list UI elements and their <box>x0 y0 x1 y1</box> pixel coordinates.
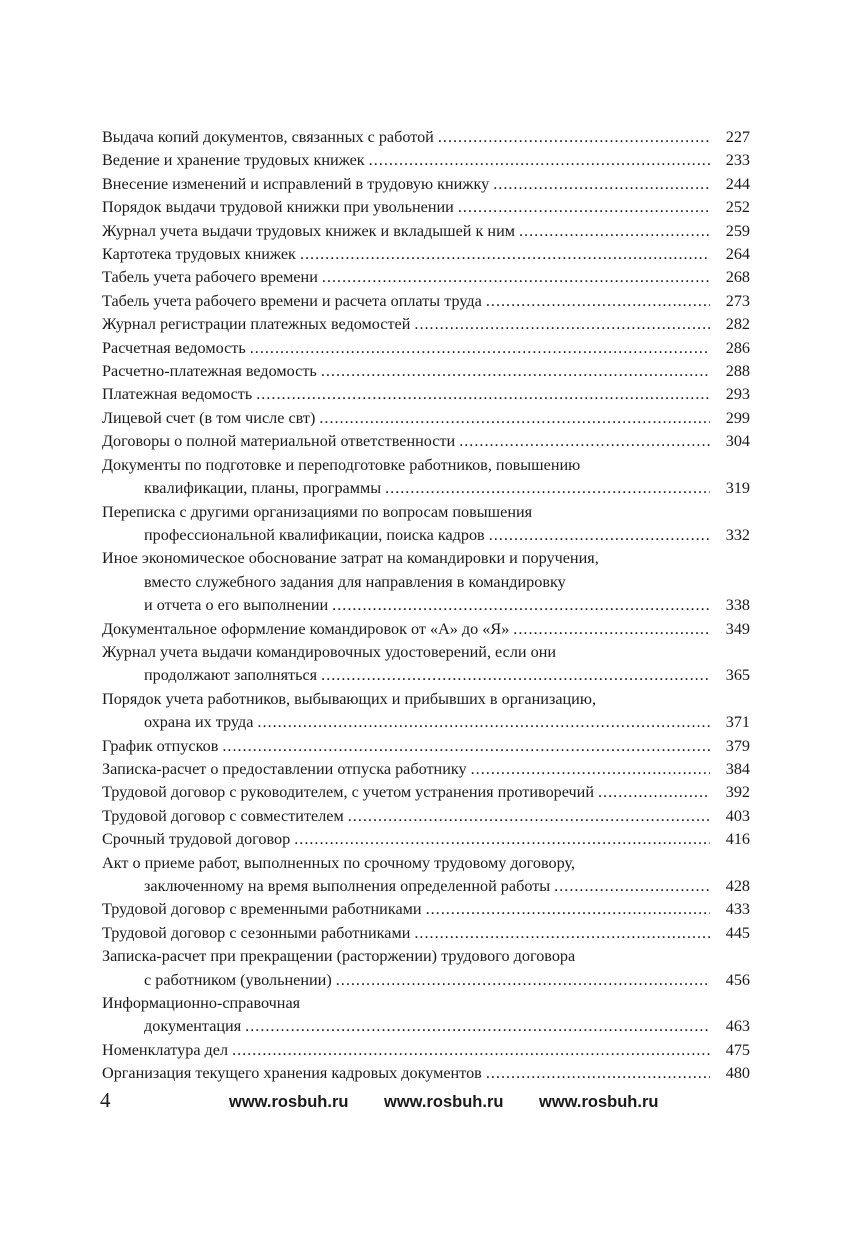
toc-entry-title-line: документация <box>144 1017 242 1036</box>
toc-entry[interactable] <box>102 618 750 641</box>
toc-entry-last-line <box>102 360 714 383</box>
footer-url-3[interactable]: www.rosbuh.ru <box>539 1093 659 1111</box>
toc-entry-title-line: Внесение изменений и исправлений в трудовую книжку <box>102 174 490 193</box>
toc-page-number: 433 <box>725 900 750 919</box>
toc-entry-title-line: График отпусков <box>102 736 219 755</box>
toc-entry-last-line <box>102 266 714 289</box>
dot-leader <box>256 383 710 406</box>
toc-entry-last-line <box>102 220 714 243</box>
toc-entry[interactable] <box>102 337 750 360</box>
toc-entry-title-line: Документы по подготовке и переподготовке работников, повышению <box>102 455 581 474</box>
toc-entry-title <box>102 992 714 1039</box>
toc-entry-title <box>102 1039 714 1062</box>
toc-entry[interactable] <box>102 547 750 617</box>
toc-entry[interactable] <box>102 641 750 688</box>
toc-entry-title <box>102 407 714 430</box>
toc-entry-title-line: вместо служебного задания для направления в командировку <box>144 572 566 591</box>
dot-leader <box>414 313 710 336</box>
dot-leader <box>486 1062 710 1085</box>
toc-page-number: 379 <box>725 736 750 755</box>
dot-leader <box>294 828 710 851</box>
toc-entry-title-line: Номенклатура дел <box>102 1040 229 1059</box>
toc-page-number: 480 <box>725 1064 750 1083</box>
toc-entry-last-line <box>102 337 714 360</box>
toc-entry[interactable] <box>102 454 750 501</box>
toc-entry[interactable] <box>102 173 750 196</box>
dot-leader <box>222 735 710 758</box>
dot-leader <box>348 805 710 828</box>
toc-entry-title-line: Акт о приеме работ, выполненных по срочному трудовому договору, <box>102 853 576 872</box>
page-footer <box>100 1090 720 1120</box>
dot-leader <box>489 524 710 547</box>
toc-entry-last-line <box>102 1062 714 1085</box>
toc-entry-title-line: Иное экономическое обоснование затрат на командировки и поручения, <box>102 549 599 568</box>
toc-entry-title-line: профессиональной квалификации, поиска кадров <box>144 525 485 544</box>
toc-page-number: 456 <box>725 970 750 989</box>
dot-leader <box>322 266 710 289</box>
toc-entry-title-line: заключенному на время выполнения определенной работы <box>144 877 551 895</box>
dot-leader <box>250 337 710 360</box>
toc-page-number: 304 <box>725 432 750 451</box>
toc-entry[interactable] <box>102 781 750 804</box>
footer-url-2[interactable]: www.rosbuh.ru <box>384 1093 504 1111</box>
toc-entry-title-line: Записка-расчет при прекращении (расторжении) трудового договора <box>102 947 576 966</box>
toc-entry-title <box>102 383 714 406</box>
toc-entry-last-line <box>102 828 714 851</box>
toc-entry-title-line: Выдача копий документов, связанных с работой <box>102 128 434 146</box>
toc-entry-last-line <box>102 1039 714 1062</box>
dot-leader <box>486 290 710 313</box>
toc-entry-last-line <box>102 149 714 172</box>
toc-entry-title-line: Организация текущего хранения кадровых документов <box>102 1064 482 1083</box>
toc-entry-last-line <box>102 243 714 266</box>
dot-leader <box>493 173 710 196</box>
toc-entry-last-line <box>102 875 714 898</box>
toc-entry[interactable] <box>102 922 750 945</box>
toc-page-number: 338 <box>725 596 750 615</box>
dot-leader <box>598 781 710 804</box>
toc-entry[interactable] <box>102 1039 750 1062</box>
toc-entry[interactable] <box>102 290 750 313</box>
toc-entry[interactable] <box>102 407 750 430</box>
toc-entry-title <box>102 360 714 383</box>
dot-leader <box>300 243 710 266</box>
toc-page-number: 286 <box>725 338 750 357</box>
toc-entry-title-line: Журнал учета выдачи трудовых книжек и вкладышей к ним <box>102 221 515 240</box>
toc-page-number: 282 <box>725 315 750 334</box>
dot-leader <box>385 477 710 500</box>
toc-entry-last-line <box>102 664 714 687</box>
dot-leader <box>426 898 710 921</box>
dot-leader <box>554 875 710 898</box>
dot-leader <box>471 758 710 781</box>
toc-entry-title-line: Платежная ведомость <box>102 385 253 404</box>
toc-page-number: 288 <box>725 362 750 381</box>
toc-entry[interactable] <box>102 828 750 851</box>
toc-entry-title-line: Переписка с другими организациями по вопросам повышения <box>102 502 533 521</box>
dot-leader <box>321 360 710 383</box>
toc-entry-title <box>102 337 714 360</box>
toc-page-number: 392 <box>725 783 750 802</box>
toc-page-number: 273 <box>725 291 750 310</box>
toc-entry[interactable] <box>102 1062 750 1085</box>
toc-entry-title-line: Журнал регистрации платежных ведомостей <box>102 315 411 334</box>
toc-entry-title-line: Лицевой счет (в том числе свт) <box>102 408 316 427</box>
toc-entry-title <box>102 290 714 313</box>
dot-leader <box>438 126 710 149</box>
toc-entry-title <box>102 1062 714 1085</box>
toc-entry-last-line <box>102 898 714 921</box>
footer-url-1[interactable]: www.rosbuh.ru <box>229 1093 349 1111</box>
toc-page-number: 475 <box>725 1040 750 1059</box>
toc-entry[interactable] <box>102 313 750 336</box>
toc-entry[interactable] <box>102 805 750 828</box>
toc-entry-last-line <box>102 969 714 992</box>
toc-entry-title-line: Картотека трудовых книжек <box>102 245 296 264</box>
toc-entry-title-line: Табель учета рабочего времени <box>102 268 318 287</box>
toc-entry[interactable] <box>102 149 750 172</box>
toc-entry-last-line <box>102 196 714 219</box>
toc-entry-title-line: Ведение и хранение трудовых книжек <box>102 151 365 170</box>
toc-entry-last-line <box>102 173 714 196</box>
toc-entry[interactable] <box>102 360 750 383</box>
toc-page-number: 463 <box>725 1017 750 1036</box>
dot-leader <box>232 1039 710 1062</box>
toc-entry-title-line: продолжают заполняться <box>144 666 318 685</box>
toc-entry[interactable] <box>102 945 750 992</box>
toc-entry-title <box>102 266 714 289</box>
dot-leader <box>332 594 710 617</box>
toc-page-number: 227 <box>725 128 750 146</box>
toc-entry[interactable] <box>102 383 750 406</box>
toc-entry-title <box>102 898 714 921</box>
dot-leader <box>458 196 710 219</box>
toc-entry-last-line <box>102 735 714 758</box>
toc-page-number: 259 <box>725 221 750 240</box>
toc-entry-title-line: Трудовой договор с совместителем <box>102 806 344 825</box>
toc-entry[interactable] <box>102 243 750 266</box>
toc-entry-title <box>102 547 714 617</box>
toc-entry[interactable] <box>102 898 750 921</box>
toc-entry-title <box>102 454 714 501</box>
toc-entry-title <box>102 196 714 219</box>
toc-entry[interactable] <box>102 196 750 219</box>
toc-entry-last-line <box>102 383 714 406</box>
toc-entry-title-line: и отчета о его выполнении <box>144 596 329 615</box>
toc-page-number: 384 <box>725 759 750 778</box>
toc-entry-title <box>102 313 714 336</box>
table-of-contents <box>102 126 750 1086</box>
toc-page-number: 244 <box>725 174 750 193</box>
toc-entry-title <box>102 173 714 196</box>
toc-entry-last-line <box>102 430 714 453</box>
toc-page-number: 332 <box>725 525 750 544</box>
toc-entry-title <box>102 781 714 804</box>
toc-entry-title <box>102 735 714 758</box>
toc-page-number: 371 <box>725 713 750 732</box>
toc-page-number: 252 <box>725 198 750 217</box>
toc-entry-title <box>102 220 714 243</box>
toc-entry-last-line <box>102 477 714 500</box>
toc-entry-title-line: Порядок выдачи трудовой книжки при увольнении <box>102 198 454 217</box>
toc-entry-title <box>102 501 714 548</box>
toc-entry[interactable] <box>102 501 750 548</box>
toc-entry-last-line <box>102 758 714 781</box>
toc-entry-title-line: Договоры о полной материальной ответственности <box>102 432 456 451</box>
toc-entry-title-line: Информационно-справочная <box>102 994 301 1013</box>
dot-leader <box>369 149 710 172</box>
toc-entry[interactable] <box>102 266 750 289</box>
toc-entry-title-line: Срочный трудовой договор <box>102 830 291 849</box>
toc-page-number: 268 <box>725 268 750 287</box>
toc-entry-title-line: Документальное оформление командировок от «А» до «Я» <box>102 619 510 638</box>
dot-leader <box>414 922 710 945</box>
toc-entry-title <box>102 430 714 453</box>
toc-entry-last-line <box>102 126 714 149</box>
toc-entry-title <box>102 805 714 828</box>
dot-leader <box>257 711 710 734</box>
toc-entry-last-line <box>102 313 714 336</box>
toc-page-number: 416 <box>725 830 750 849</box>
toc-page-number: 319 <box>725 479 750 498</box>
toc-entry-title-line: Расчетно-платежная ведомость <box>102 362 317 381</box>
toc-entry[interactable] <box>102 688 750 735</box>
toc-entry-title-line: Записка-расчет о предоставлении отпуска работнику <box>102 759 467 778</box>
toc-entry-title <box>102 149 714 172</box>
toc-entry-title-line: Трудовой договор с руководителем, с учетом устранения противоречий <box>102 783 594 802</box>
dot-leader <box>336 969 710 992</box>
toc-entry-last-line <box>102 711 714 734</box>
toc-page-number: 233 <box>725 151 750 170</box>
toc-entry-last-line <box>102 922 714 945</box>
toc-entry[interactable] <box>102 220 750 243</box>
toc-entry-last-line <box>102 407 714 430</box>
footer-page-number: 4 <box>100 1088 111 1112</box>
toc-page-number: 445 <box>725 923 750 942</box>
toc-entry-title <box>102 641 714 688</box>
dot-leader <box>513 618 710 641</box>
dot-leader <box>245 1015 710 1038</box>
toc-page-number: 349 <box>725 619 750 638</box>
dot-leader <box>319 407 710 430</box>
toc-entry[interactable] <box>102 992 750 1039</box>
toc-entry-title-line: Табель учета рабочего времени и расчета оплаты труда <box>102 291 482 310</box>
toc-entry-title-line: Трудовой договор с временными работниками <box>102 900 422 919</box>
toc-entry-title-line: охрана их труда <box>144 713 254 732</box>
toc-entry-last-line <box>102 781 714 804</box>
toc-entry-title <box>102 828 714 851</box>
toc-entry-last-line <box>102 618 714 641</box>
toc-entry-title <box>102 945 714 992</box>
toc-page-number: 428 <box>725 877 750 895</box>
toc-entry-title-line: квалификации, планы, программы <box>144 479 382 498</box>
toc-entry-last-line <box>102 524 714 547</box>
toc-entry-last-line <box>102 805 714 828</box>
dot-leader <box>519 220 710 243</box>
toc-entry-title-line: Журнал учета выдачи командировочных удостоверений, если они <box>102 642 557 661</box>
toc-page-number: 293 <box>725 385 750 404</box>
toc-page-number: 299 <box>725 408 750 427</box>
toc-entry[interactable] <box>102 126 750 149</box>
dot-leader <box>459 430 710 453</box>
toc-entry-title-line: с работником (увольнении) <box>144 970 332 989</box>
toc-page-number: 365 <box>725 666 750 685</box>
toc-entry[interactable] <box>102 852 750 899</box>
toc-page-number: 403 <box>725 806 750 825</box>
toc-entry-title <box>102 618 714 641</box>
toc-page-number: 264 <box>725 245 750 264</box>
toc-entry-title <box>102 758 714 781</box>
toc-entry-last-line <box>102 290 714 313</box>
toc-entry-title <box>102 852 714 899</box>
dot-leader <box>321 664 710 687</box>
toc-entry-title-line: Порядок учета работников, выбывающих и прибывших в организацию, <box>102 689 596 708</box>
toc-entry[interactable] <box>102 758 750 781</box>
toc-entry-title-line: Расчетная ведомость <box>102 338 246 357</box>
toc-entry-title <box>102 243 714 266</box>
toc-entry-last-line <box>102 1015 714 1038</box>
toc-entry-title <box>102 688 714 735</box>
toc-entry[interactable] <box>102 735 750 758</box>
toc-entry-title <box>102 922 714 945</box>
toc-entry[interactable] <box>102 430 750 453</box>
toc-entry-title-line: Трудовой договор с сезонными работниками <box>102 923 411 942</box>
toc-entry-title <box>102 126 714 149</box>
toc-entry-last-line <box>102 594 714 617</box>
